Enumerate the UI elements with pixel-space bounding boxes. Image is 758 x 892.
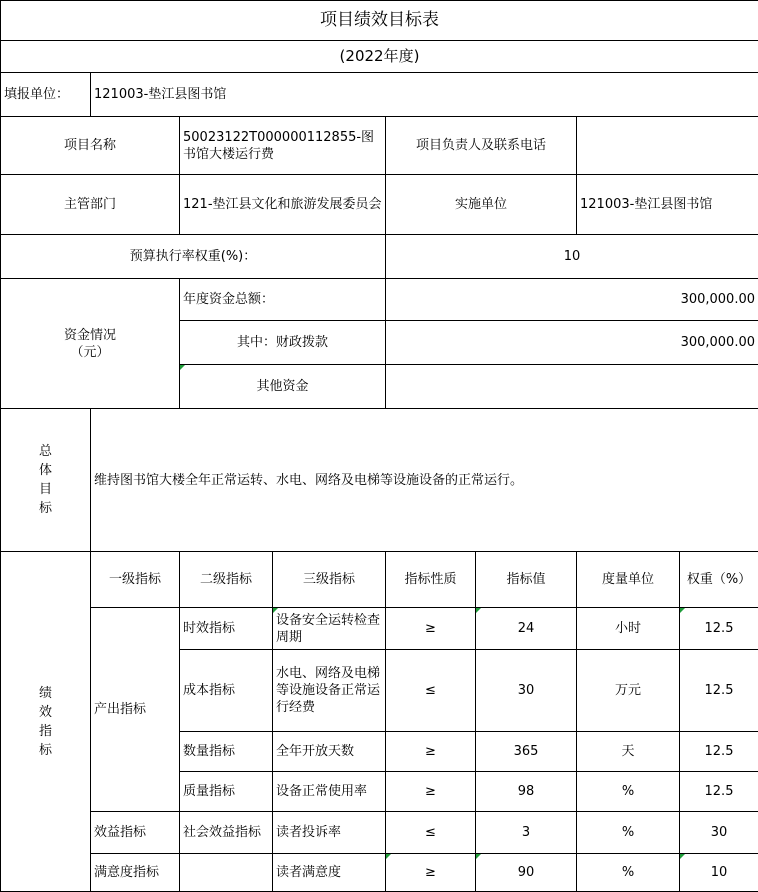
indicator-value: 98 [476,772,577,812]
indicator-value: 24 [476,608,577,650]
indicator-l2 [180,854,273,892]
indicator-unit: % [577,812,680,854]
indicator-weight: 30 [680,812,758,854]
indicator-weight: 12.5 [680,772,758,812]
funds-fiscal-label: 其中：财政拨款 [180,321,386,365]
header-weight: 权重（%） [680,552,758,608]
indicator-weight: 12.5 [680,732,758,772]
indicator-value: 30 [476,650,577,732]
indicator-nature: ≤ [386,650,476,732]
table-title: 项目绩效目标表 [1,1,758,41]
goal-label-cell [1,409,91,552]
table-year: (2022年度) [1,41,758,73]
indicator-weight: 10 [680,854,758,892]
indicator-l3: 全年开放天数 [273,732,386,772]
dept-label: 主管部门 [1,175,180,235]
header-value: 指标值 [476,552,577,608]
indicator-unit: 天 [577,732,680,772]
impl-value: 121003-垫江县图书馆 [577,175,758,235]
indicator-weight: 12.5 [680,608,758,650]
funds-total-label: 年度资金总额： [180,279,386,321]
indicator-l2: 社会效益指标 [180,812,273,854]
indicator-value: 90 [476,854,577,892]
indicator-l3: 设备正常使用率 [273,772,386,812]
indicator-nature: ≥ [386,608,476,650]
indicator-weight: 12.5 [680,650,758,732]
indicator-unit: % [577,854,680,892]
funds-other-label: 其他资金 [180,365,386,409]
indicator-l2: 成本指标 [180,650,273,732]
contact-label: 项目负责人及联系电话 [386,117,577,175]
indicator-nature: ≥ [386,732,476,772]
indicator-l2: 数量指标 [180,732,273,772]
header-level1: 一级指标 [91,552,180,608]
indicator-nature: ≥ [386,854,476,892]
perf-label-cell [1,552,91,892]
funds-total-value: 300,000.00 [386,279,758,321]
dept-value: 121-垫江县文化和旅游发展委员会 [180,175,386,235]
group-output: 产出指标 [91,608,180,812]
indicator-value: 3 [476,812,577,854]
header-level2: 二级指标 [180,552,273,608]
indicator-l3: 水电、网络及电梯等设施设备正常运行经费 [273,650,386,732]
header-unit: 度量单位 [577,552,680,608]
project-name-value: 50023122T000000112855-图书馆大楼运行费 [180,117,386,175]
header-nature: 指标性质 [386,552,476,608]
unit-value: 121003-垫江县图书馆 [91,73,758,117]
indicator-value: 365 [476,732,577,772]
funds-label-text: 资金情况（元） [63,327,116,360]
unit-label: 填报单位： [1,73,91,117]
budget-weight-value: 10 [386,235,758,279]
indicator-unit: 万元 [577,650,680,732]
indicator-l2: 质量指标 [180,772,273,812]
perf-label: 绩效指标 [39,685,53,758]
project-name-label: 项目名称 [1,117,180,175]
indicator-unit: % [577,772,680,812]
contact-value [577,117,758,175]
goal-text: 维持图书馆大楼全年正常运转、水电、网络及电梯等设施设备的正常运行。 [91,409,758,552]
budget-weight-label: 预算执行率权重(%)： [1,235,386,279]
funds-label [1,279,180,409]
indicator-nature: ≥ [386,772,476,812]
indicator-l3: 读者投诉率 [273,812,386,854]
goal-label: 总体目标 [39,444,53,516]
header-level3: 三级指标 [273,552,386,608]
impl-label: 实施单位 [386,175,577,235]
indicator-l2: 时效指标 [180,608,273,650]
group-satisfaction: 满意度指标 [91,854,180,892]
funds-fiscal-value: 300,000.00 [386,321,758,365]
indicator-nature: ≤ [386,812,476,854]
indicator-l3: 读者满意度 [273,854,386,892]
group-benefit: 效益指标 [91,812,180,854]
indicator-l3: 设备安全运转检查周期 [273,608,386,650]
funds-other-value [386,365,758,409]
indicator-unit: 小时 [577,608,680,650]
